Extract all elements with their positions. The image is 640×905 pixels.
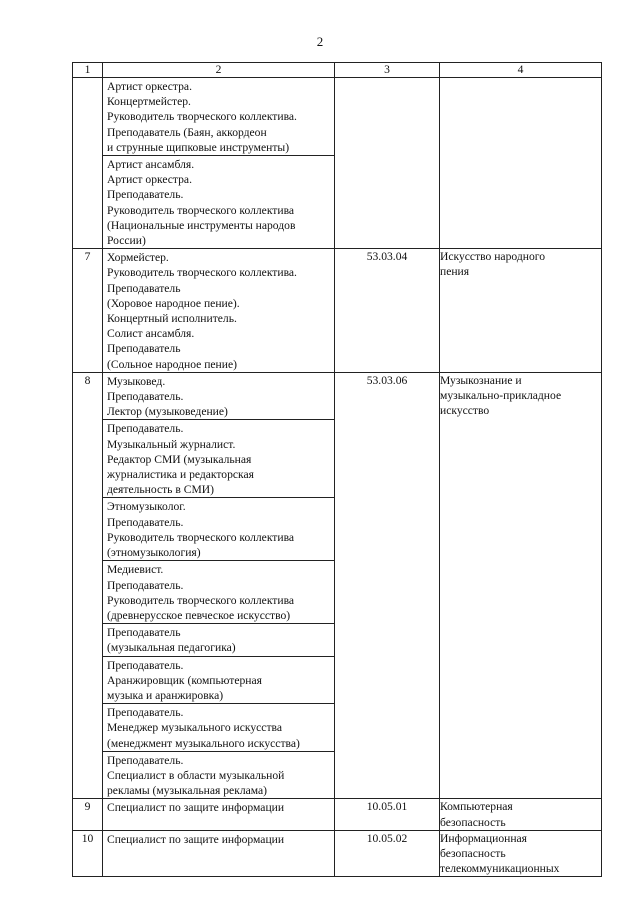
qualification-line: Специалист по защите информации [107,832,285,846]
table-row [73,78,602,249]
page-number: 2 [316,34,324,49]
qualification-line: Преподаватель [107,626,181,640]
header-cell-1: 1 [73,63,103,78]
qualifications-cell [103,372,335,798]
qualification-line: Артист оркестра. [107,80,192,93]
qualification-block [103,249,334,372]
qualification-line: деятельность в СМИ) [107,483,214,497]
qualification-line: Специалист в области музыкальной [107,768,285,782]
qualification-line: Хормейстер. [107,251,169,265]
row-number-cell: 9 [73,799,103,830]
qualification-line: Преподаватель. [107,753,184,767]
qualification-line: Этномузыколог. [107,500,186,514]
specialty-code-cell: 10.05.01 [335,799,440,830]
specialty-code-cell [335,78,440,249]
qualification-block [103,156,334,248]
specialty-code-cell: 53.03.06 [335,372,440,798]
qualification-line: Руководитель творческого коллектива [107,593,295,607]
specialty-name-line: Информационная [440,831,528,845]
specialty-name-line: безопасность [440,846,506,860]
table-row [73,249,602,373]
qualification-block [103,420,334,498]
qualifications-table [72,62,602,877]
qualification-line: Преподаватель. [107,706,184,720]
specialty-name-line: Искусство народного [440,250,546,264]
qualification-block [103,624,334,656]
qualification-block [103,373,334,421]
qualification-line: Менеджер музыкального искусства [107,721,282,735]
specialty-name-line: телекоммуникационных [440,862,560,876]
qualification-line: рекламы (музыкальная реклама) [107,784,268,798]
specialty-name-line: пения [440,265,470,279]
qualification-block [103,561,334,624]
specialty-name-cell [440,830,602,877]
qualification-line: Лектор (музыковедение) [107,405,228,419]
qualification-line: Преподаватель. [107,515,184,529]
row-number-cell [73,78,103,249]
specialty-name-line: безопасность [440,815,506,829]
qualification-line: Специалист по защите информации [107,801,285,815]
qualification-line: Аранжировщик (компьютерная [107,673,262,687]
header-cell-2: 2 [103,63,335,78]
row-number-cell: 7 [73,249,103,373]
specialty-name-cell [440,372,602,798]
row-number-cell: 10 [73,830,103,877]
table-row [73,799,602,830]
table-body [73,78,602,877]
qualification-line: Руководитель творческого коллектива. [107,266,297,280]
qualification-block [103,78,334,156]
qualification-line: и струнные щипковые инструменты) [107,140,290,154]
qualification-line: Преподаватель. [107,658,184,672]
qualifications-cell [103,830,335,877]
qualification-line: (Сольное народное пение) [107,357,237,371]
qualification-line: Артист ансамбля. [107,158,195,172]
qualification-line: (Национальные инструменты народов [107,218,296,232]
specialty-code-cell: 53.03.04 [335,249,440,373]
qualification-block [103,831,334,847]
specialty-name-line: музыкально-прикладное [440,389,562,403]
specialty-name-line: Музыкознание и [440,373,522,387]
qualification-line: Преподаватель [107,342,181,356]
specialty-name-line: Компьютерная [440,800,513,814]
qualification-block [103,704,334,752]
qualification-block [103,498,334,561]
qualification-line: Концертмейстер. [107,95,191,109]
qualification-line: Преподаватель [107,281,181,295]
qualification-line: Медиевист. [107,563,164,577]
specialty-code-cell: 10.05.02 [335,830,440,877]
qualification-line: (этномузыкология) [107,546,201,560]
qualification-line: Преподаватель. [107,422,184,436]
qualification-line: Преподаватель. [107,188,184,202]
qualification-line: Концертный исполнитель. [107,312,237,326]
qualification-line: журналистика и редакторская [107,468,254,482]
qualification-line: Солист ансамбля. [107,327,195,341]
qualification-line: (музыкальная педагогика) [107,641,236,655]
qualification-line: Преподаватель. [107,390,184,404]
qualifications-cell [103,249,335,373]
qualification-line: России) [107,234,146,248]
qualification-line: Преподаватель. [107,578,184,592]
qualification-line: Руководитель творческого коллектива [107,530,295,544]
qualification-line: музыка и аранжировка) [107,688,224,702]
qualification-line: Музыкальный журналист. [107,437,236,451]
qualification-line: Руководитель творческого коллектива. [107,110,297,124]
row-number-cell: 8 [73,372,103,798]
qualification-line: Редактор СМИ (музыкальная [107,452,252,466]
qualification-line: Артист оркестра. [107,173,192,187]
qualification-line: (Хоровое народное пение). [107,296,240,310]
qualifications-cell [103,78,335,249]
qualification-line: (древнерусское певческое искусство) [107,608,291,622]
header-cell-4: 4 [440,63,602,78]
table-row [73,830,602,877]
specialty-name-cell [440,249,602,373]
qualifications-cell [103,799,335,830]
header-cell-3: 3 [335,63,440,78]
qualification-line: (менеджмент музыкального искусства) [107,736,300,750]
specialty-name-line: искусство [440,404,490,418]
specialty-name-cell [440,78,602,249]
table-row [73,372,602,798]
qualification-block [103,752,334,799]
qualification-block [103,657,334,705]
qualification-line: Руководитель творческого коллектива [107,203,295,217]
qualification-line: Преподаватель (Баян, аккордеон [107,125,267,139]
qualification-block [103,799,334,815]
qualification-line: Музыковед. [107,374,166,388]
table-header-row [73,63,602,78]
specialty-name-cell [440,799,602,830]
